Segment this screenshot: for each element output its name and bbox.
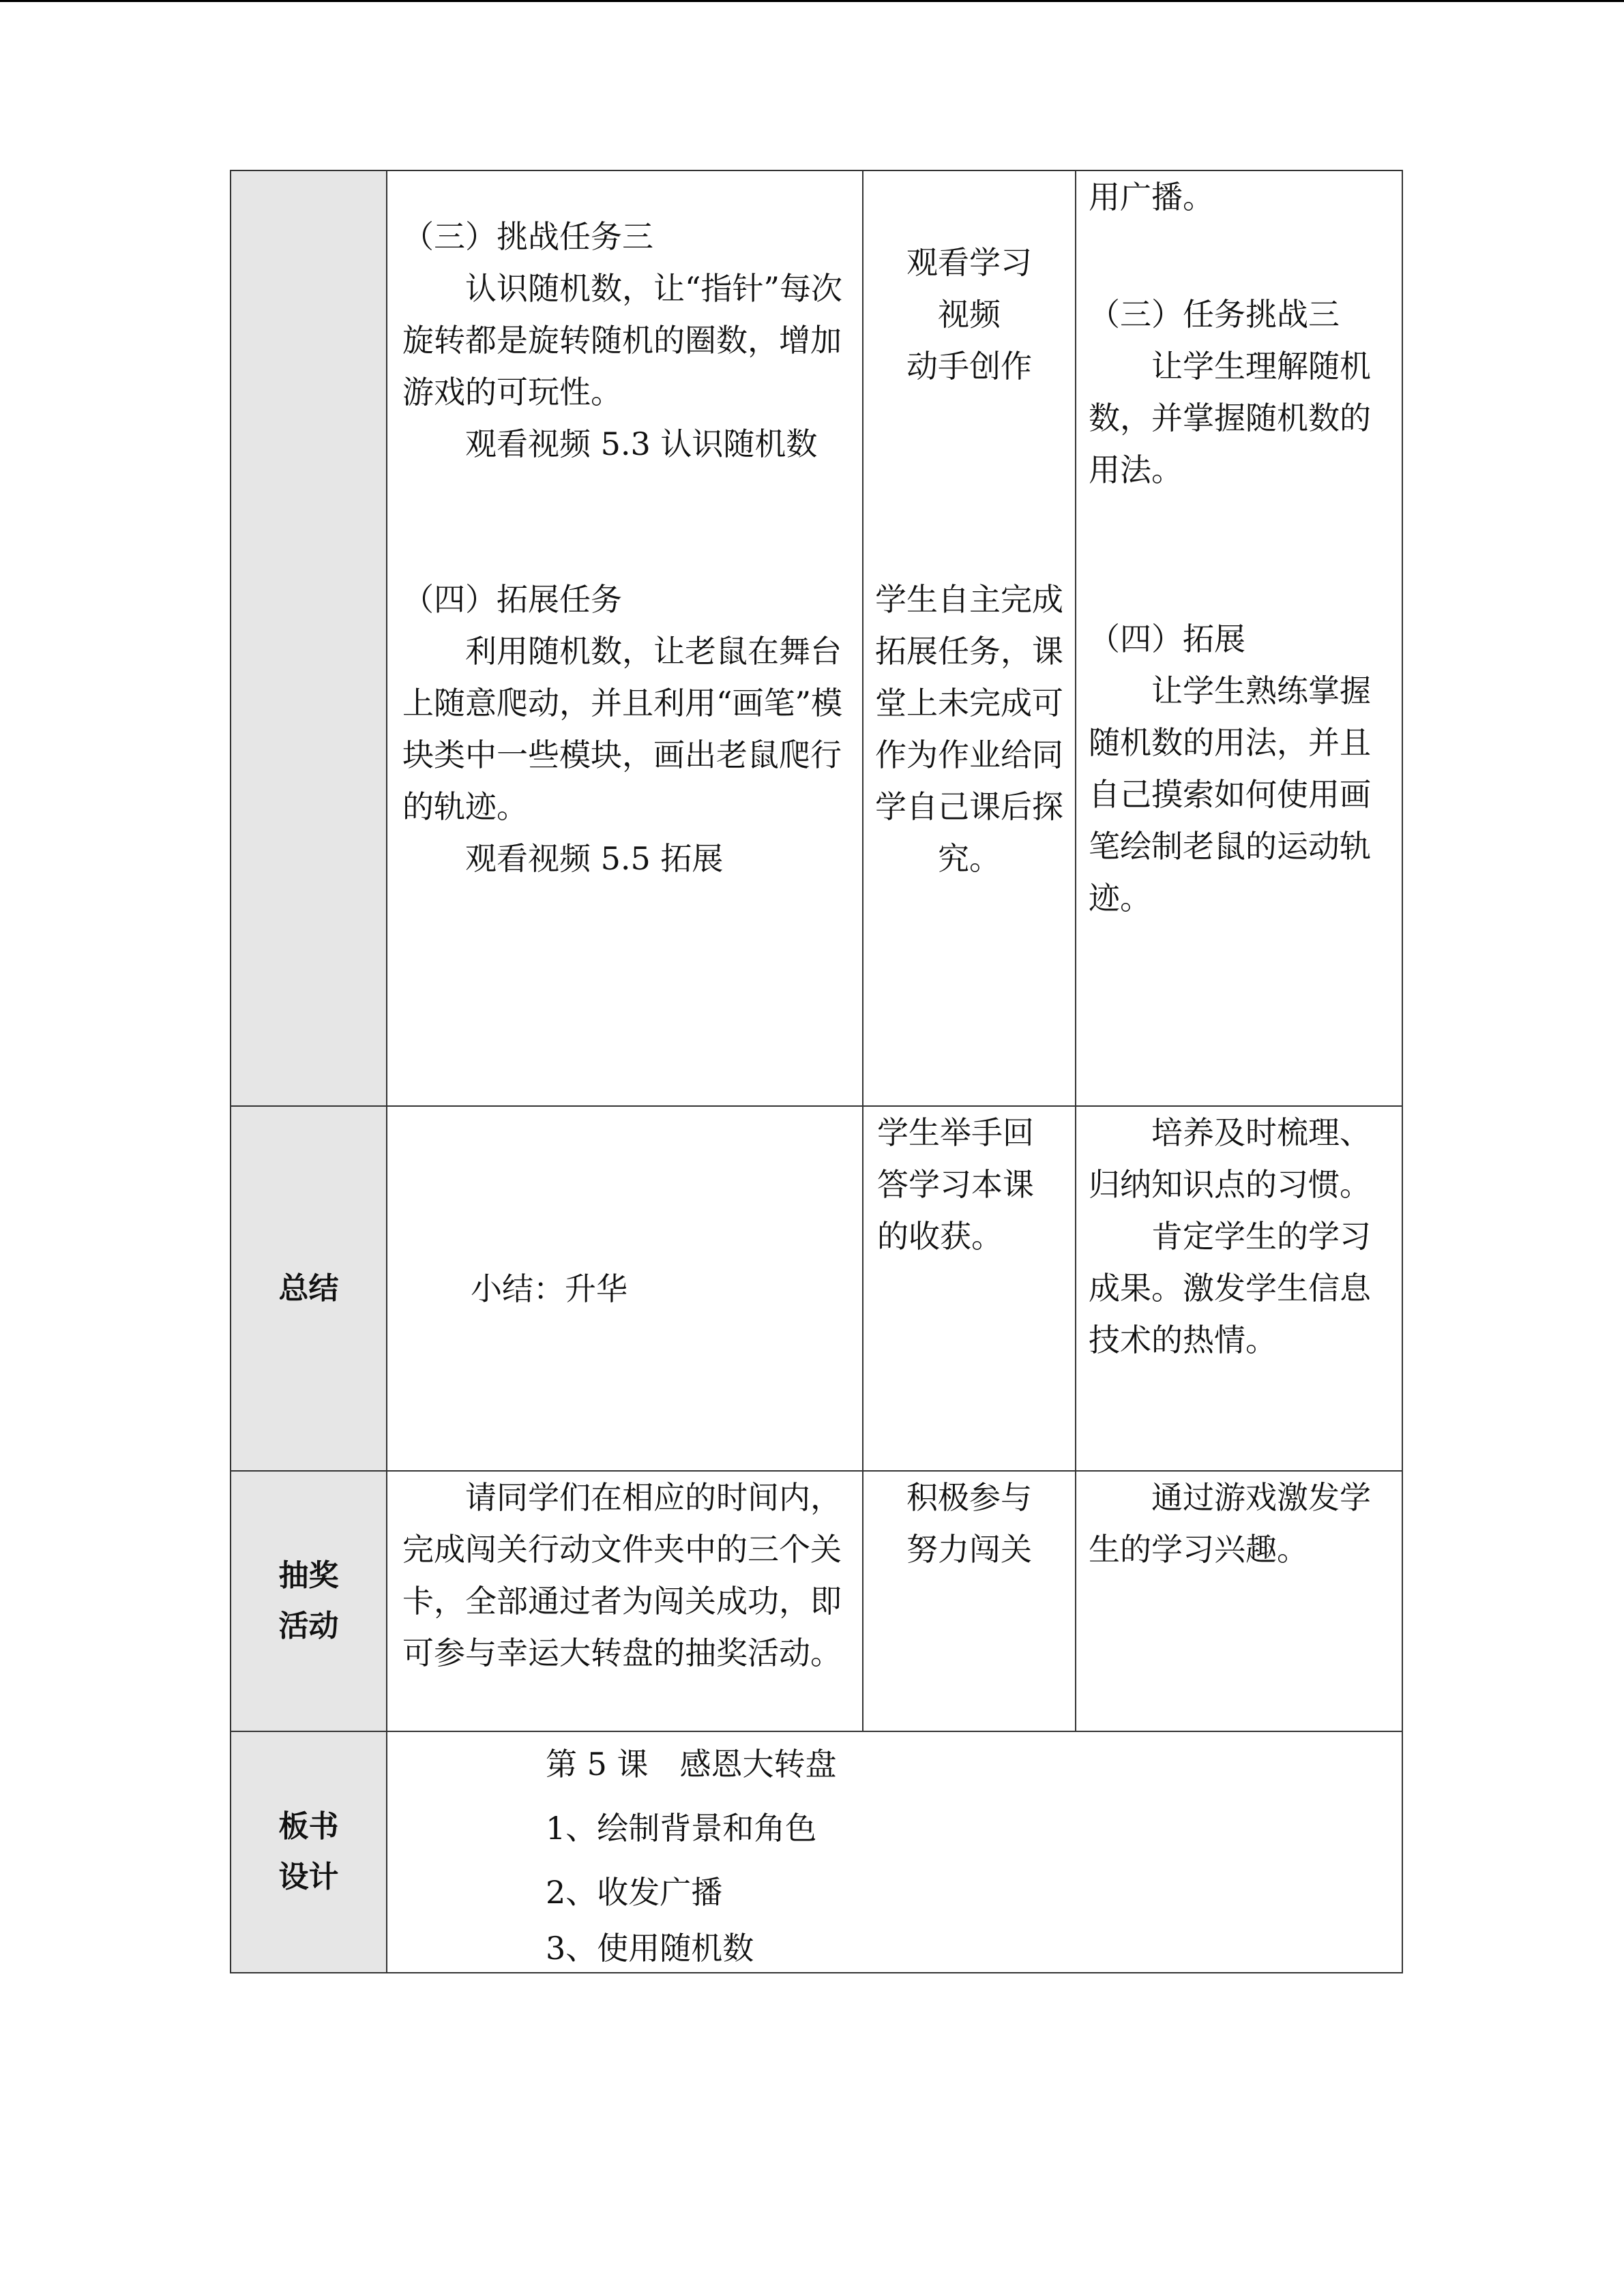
stage-lottery-line1: 抽奖: [278, 1558, 339, 1593]
table-row-lottery: [231, 1471, 1402, 1731]
lesson-plan-table: [230, 170, 1403, 1973]
design-intent-cell: [1076, 170, 1402, 1106]
board-item-3: 3、使用随机数: [546, 1930, 754, 1967]
lottery-student-line1: 积极参与: [906, 1479, 1032, 1516]
student-activity-cell: [863, 170, 1076, 1106]
lottery-intent: 通过游戏激发学生的学习兴趣。: [1089, 1479, 1371, 1568]
stage-cell-process: [231, 170, 387, 1106]
intent-carryover: 用广播。: [1089, 179, 1214, 215]
teacher-activity-cell: [387, 170, 863, 1106]
stage-board-line1: 板书: [278, 1809, 339, 1844]
task4-student: 学生自主完成拓展任务，课堂上未完成可作为作业给同学自己课后探究。: [875, 581, 1063, 877]
task4-video: 观看视频 5.5 拓展: [465, 840, 724, 877]
stage-lottery-line2: 活动: [278, 1609, 339, 1643]
stage-board-line2: 设计: [278, 1860, 339, 1894]
stage-cell-board: [231, 1731, 387, 1973]
intent-task3-title: （三）任务挑战三: [1089, 296, 1340, 333]
intent-task4-title: （四）拓展: [1089, 621, 1245, 657]
summary-student-cell: [863, 1106, 1076, 1471]
task4-body: 利用随机数，让老鼠在舞台上随意爬动，并且利用“画笔”模块类中一些模块，画出老鼠爬行的轨迹。: [402, 633, 843, 825]
table-row-board: [231, 1731, 1402, 1973]
lottery-intent-cell: [1076, 1471, 1402, 1731]
board-design-cell: [387, 1731, 1402, 1973]
task3-student-line3: 动手创作: [906, 348, 1032, 385]
page-top-rule: [0, 0, 1624, 2]
summary-teacher-cell: [387, 1106, 863, 1471]
task3-title: （三）挑战任务三: [402, 218, 653, 255]
lottery-student-cell: [863, 1471, 1076, 1731]
board-item-2: 2、收发广播: [546, 1874, 723, 1911]
task3-student-line2: 视频: [938, 296, 1001, 333]
stage-cell-lottery: [231, 1471, 387, 1731]
summary-teacher: 小结：升华: [471, 1270, 628, 1307]
lottery-teacher: 请同学们在相应的时间内，完成闯关行动文件夹中的三个关卡，全部通过者为闯关成功，即可参与幸运大转盘的抽奖活动。: [402, 1479, 842, 1671]
intent-task3-body: 让学生理解随机数，并掌握随机数的用法。: [1089, 348, 1371, 488]
summary-student: 学生举手回答学习本课的收获。: [877, 1114, 1034, 1255]
stage-cell-summary: 总结: [231, 1106, 387, 1471]
task4-title: （四）拓展任务: [402, 581, 622, 618]
table-row-summary: [231, 1106, 1402, 1471]
intent-task4-body: 让学生熟练掌握随机数的用法，并且自己摸索如何使用画笔绘制老鼠的运动轨迹。: [1089, 672, 1371, 916]
lottery-teacher-cell: [387, 1471, 863, 1731]
board-title: 第 5 课 感恩大转盘: [546, 1746, 837, 1783]
lottery-student-line2: 努力闯关: [906, 1531, 1032, 1568]
task3-body: 认识随机数，让“指针”每次旋转都是旋转随机的圈数，增加游戏的可玩性。: [402, 270, 843, 411]
board-item-1: 1、绘制背景和角色: [546, 1810, 817, 1847]
table-row-process: [231, 170, 1402, 1106]
summary-intent-p1: 培养及时梳理、归纳知识点的习惯。: [1089, 1114, 1371, 1203]
task3-student-line1: 观看学习: [906, 244, 1032, 281]
summary-intent-p2: 肯定学生的学习成果。激发学生信息技术的热情。: [1089, 1218, 1371, 1358]
summary-intent-cell: [1076, 1106, 1402, 1471]
task3-video: 观看视频 5.3 认识随机数: [465, 426, 818, 462]
